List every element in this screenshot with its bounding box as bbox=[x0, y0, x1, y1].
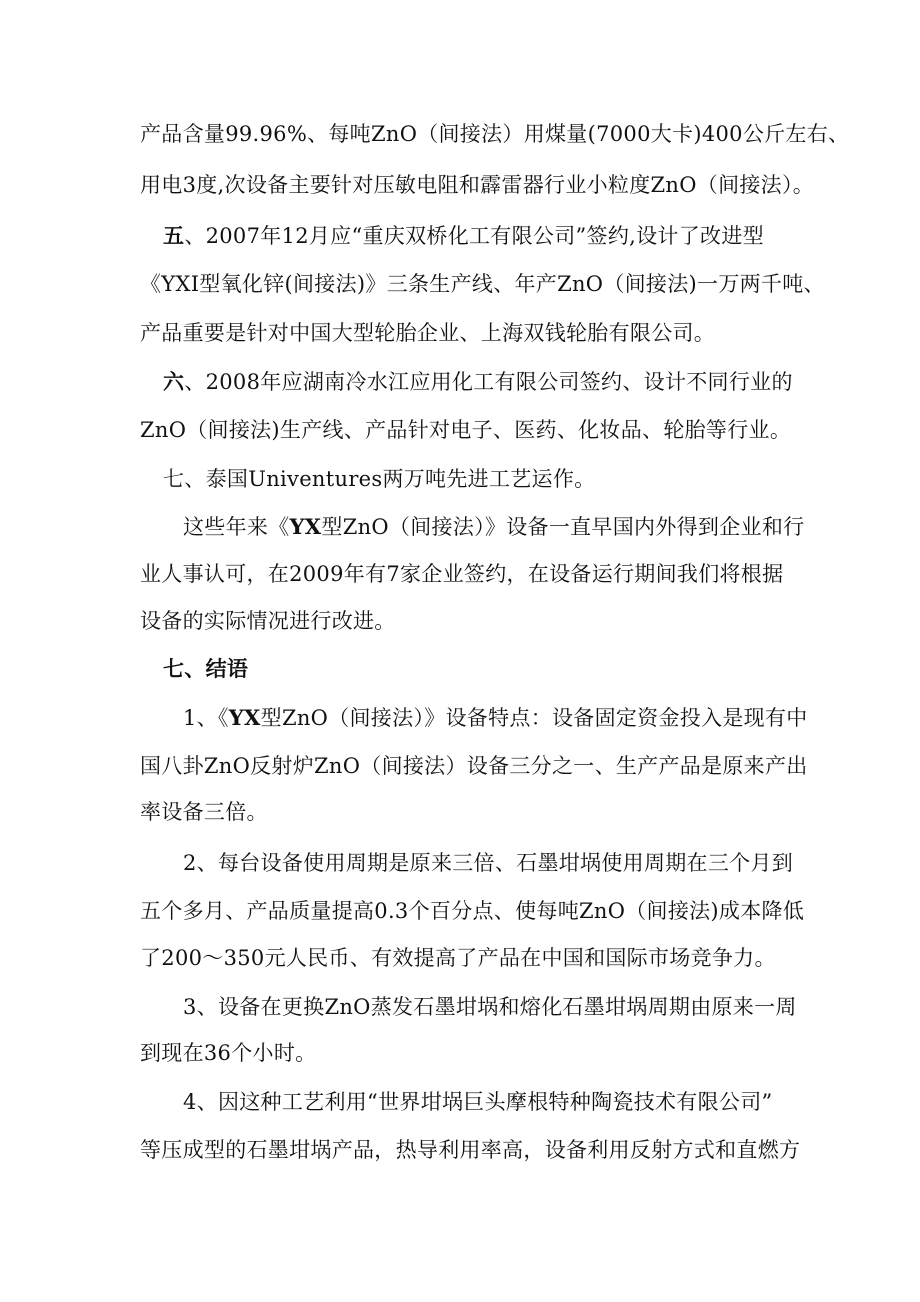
line-text: ZnO（间接法)生产线、产品针对电子、医药、化妆品、轮胎等行业。 bbox=[140, 418, 792, 442]
paragraph-line bbox=[140, 797, 268, 827]
paragraph-line bbox=[183, 848, 793, 878]
line-text: 型ZnO（间接法）》设备一直早国内外得到企业和行 bbox=[321, 515, 805, 539]
line-text: 《YXI型氧化锌(间接法)》三条生产线、年产ZnO（间接法)一万两千吨、 bbox=[140, 272, 825, 296]
line-text: 产品重要是针对中国大型轮胎企业、上海双钱轮胎有限公司。 bbox=[140, 321, 716, 345]
line-text: 4、因这种工艺利用“世界坩埚巨头摩根特种陶瓷技术有限公司” bbox=[183, 1090, 773, 1114]
line-text: 到现在36个小时。 bbox=[140, 1041, 317, 1065]
paragraph-line bbox=[183, 992, 797, 1022]
heading-text: 七、结语 bbox=[163, 656, 249, 681]
line-text: 率设备三倍。 bbox=[140, 800, 268, 824]
line-text: 产品含量99.96%、每吨ZnO（间接法）用煤量(7000大卡)400公斤左右、 bbox=[140, 122, 850, 146]
paragraph-line bbox=[140, 606, 396, 636]
line-text: 2、每台设备使用周期是原来三倍、石墨坩埚使用周期在三个月到 bbox=[183, 851, 794, 875]
section-heading-conclusion bbox=[163, 654, 248, 684]
line-text: 业人事认可，在2009年有7家企业签约，在设备运行期间我们将根据 bbox=[140, 562, 784, 586]
paragraph-line bbox=[140, 318, 715, 348]
line-text: 国八卦ZnO反射炉ZnO（间接法）设备三分之一、生产产品是原来产出 bbox=[140, 754, 808, 778]
paragraph-line bbox=[140, 751, 808, 781]
line-text: 、2007年12月应“重庆双桥化工有限公司”签约,设计了改进型 bbox=[184, 224, 764, 248]
paragraph-line bbox=[140, 896, 804, 926]
paragraph-line bbox=[140, 415, 791, 445]
paragraph-line bbox=[140, 559, 783, 589]
line-text-pre: 这些年来《 bbox=[183, 515, 290, 539]
line-text-pre: 1、《 bbox=[183, 706, 229, 730]
model-name-bold: YX bbox=[289, 514, 322, 539]
section-seven-line bbox=[163, 464, 595, 494]
line-text: 五个多月、产品质量提高0.3个百分点、使每吨ZnO（间接法)成本降低 bbox=[140, 899, 805, 923]
model-name-bold: YX bbox=[228, 705, 261, 730]
line-text: 等压成型的石墨坩埚产品，热导利用率高，设备利用反射方式和直燃方 bbox=[140, 1138, 801, 1162]
paragraph-line bbox=[140, 1038, 316, 1068]
paragraph-line bbox=[140, 170, 814, 200]
paragraph-line bbox=[140, 943, 776, 973]
paragraph-line bbox=[183, 1087, 773, 1117]
paragraph-line bbox=[183, 703, 808, 733]
section-six-line bbox=[163, 367, 793, 397]
paragraph-line bbox=[140, 119, 849, 149]
line-text: 型ZnO（间接法）》设备特点：设备固定资金投入是现有中 bbox=[260, 706, 808, 730]
paragraph-line bbox=[140, 269, 825, 299]
line-text: 七、泰国Univentures两万吨先进工艺运作。 bbox=[163, 467, 596, 491]
line-text: 了200～350元人民币、有效提高了产品在中国和国际市场竞争力。 bbox=[140, 946, 776, 970]
section-five-line bbox=[163, 221, 764, 251]
section-five-number: 五 bbox=[163, 223, 185, 248]
line-text: 设备的实际情况进行改进。 bbox=[140, 609, 396, 633]
line-text: 3、设备在更换ZnO蒸发石墨坩埚和熔化石墨坩埚周期由原来一周 bbox=[183, 995, 797, 1019]
section-six-number: 六 bbox=[163, 369, 185, 394]
paragraph-line bbox=[140, 1135, 800, 1165]
line-text: 用电3度,次设备主要针对压敏电阻和霹雷器行业小粒度ZnO（间接法）。 bbox=[140, 173, 815, 197]
paragraph-line bbox=[183, 512, 804, 542]
line-text: 、2008年应湖南冷水江应用化工有限公司签约、设计不同行业的 bbox=[184, 370, 793, 394]
